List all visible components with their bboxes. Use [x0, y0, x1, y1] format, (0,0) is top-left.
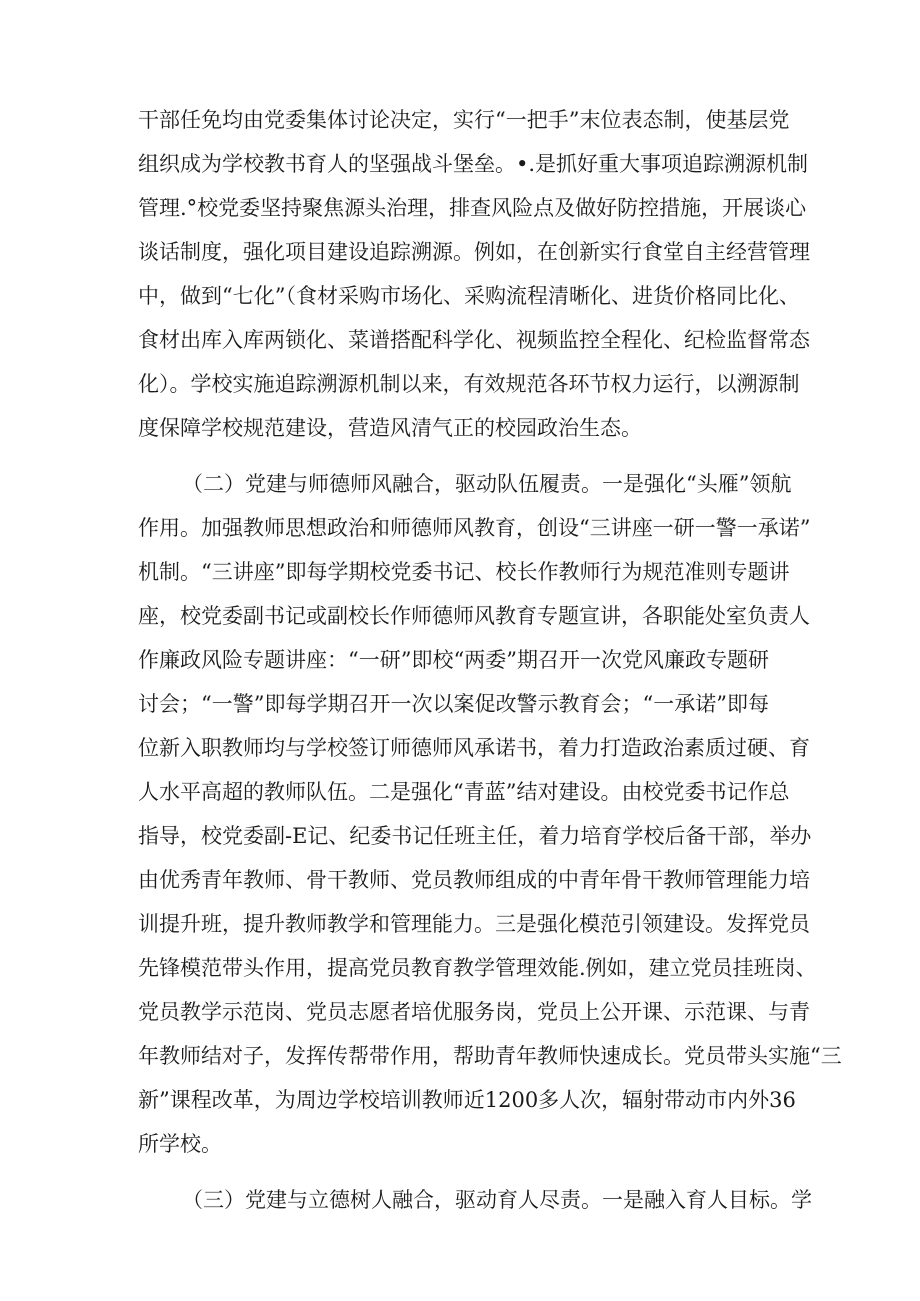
text-line: 年教师结对子，发挥传帮带作用，帮助青年教师快速成长。党员带头实施“三 — [138, 1044, 842, 1068]
text-line: 谈话制度，强化项目建设追踪溯源。例如，在创新实行食堂自主经营管理 — [138, 240, 810, 264]
text-line: 由优秀青年教师、骨干教师、党员教师组成的中青年骨干教师管理能力培 — [138, 868, 810, 892]
text-line: 新”课程改革，为周边学校培训教师近1200多人次，辐射带动市内外36 — [138, 1088, 796, 1112]
text-line: 指导，校党委副-E记、纪委书记任班主任，着力培育学校后备干部，举办 — [138, 824, 812, 848]
text-line: 先锋模范带头作用，提高党员教育教学管理效能.例如，建立党员挂班岗、 — [138, 956, 817, 980]
text-line: 座，校党委副书记或副校长作师德师风教育专题宣讲，各职能处室负责人 — [138, 604, 810, 628]
text-line: 讨会；“一警”即每学期召开一次以案促改警示教育会；“一承诺”即每 — [138, 692, 769, 716]
text-line: 组织成为学校教书育人的坚强战斗堡垒。•.是抓好重大事项追踪溯源机制 — [138, 152, 809, 176]
text-line: 所学校。 — [138, 1132, 222, 1156]
text-line: 机制。“三讲座”即每学期校党委书记、校长作教师行为规范准则专题讲 — [138, 560, 790, 584]
text-line: 党员教学示范岗、党员志愿者培优服务岗，党员上公开课、示范课、与青 — [138, 1000, 810, 1024]
text-line: 食材出库入库两锁化、菜谱搭配科学化、视频监控全程化、纪检监督常态 — [138, 328, 810, 352]
paragraph-2 — [138, 462, 842, 1166]
paragraph-3 — [138, 1178, 812, 1222]
text-line: 管理.°校党委坚持聚焦源头治理，排查风险点及做好防控措施，开展谈心 — [138, 196, 807, 220]
text-line: 化）。学校实施追踪溯源机制以来，有效规范各环节权力运行，以溯源制 — [138, 372, 800, 396]
text-line: 中，做到“七化”（食材采购市场化、采购流程清晰化、进货价格同比化、 — [138, 284, 800, 308]
text-line: 人水平高超的教师队伍。二是强化“青蓝”结对建设。由校党委书记作总 — [138, 780, 790, 804]
text-line: （三）党建与立德树人融合，驱动育人尽责。一是融入育人目标。学 — [182, 1188, 812, 1212]
text-line: 训提升班，提升教师教学和管理能力。三是强化模范引领建设。发挥党员 — [138, 912, 810, 936]
text-line: 干部任免均由党委集体讨论决定，实行“一把手”末位表态制，使基层党 — [138, 108, 790, 132]
text-line: （二）党建与师德师风融合，驱动队伍履责。一是强化“头雁”领航 — [182, 472, 792, 496]
document-body — [138, 98, 842, 1222]
paragraph-1 — [138, 98, 810, 450]
text-line: 位新入职教师均与学校签订师德师风承诺书，着力打造政治素质过硬、育 — [138, 736, 810, 760]
text-line: 作廉政风险专题讲座：“一研”即校“两委”期召开一次党风廉政专题研 — [138, 648, 769, 672]
text-line: 度保障学校规范建设，营造风清气正的校园政治生态。 — [138, 416, 642, 440]
text-line: 作用。加强教师思想政治和师德师风教育，创设“三讲座一研一警一承诺” — [138, 516, 811, 540]
